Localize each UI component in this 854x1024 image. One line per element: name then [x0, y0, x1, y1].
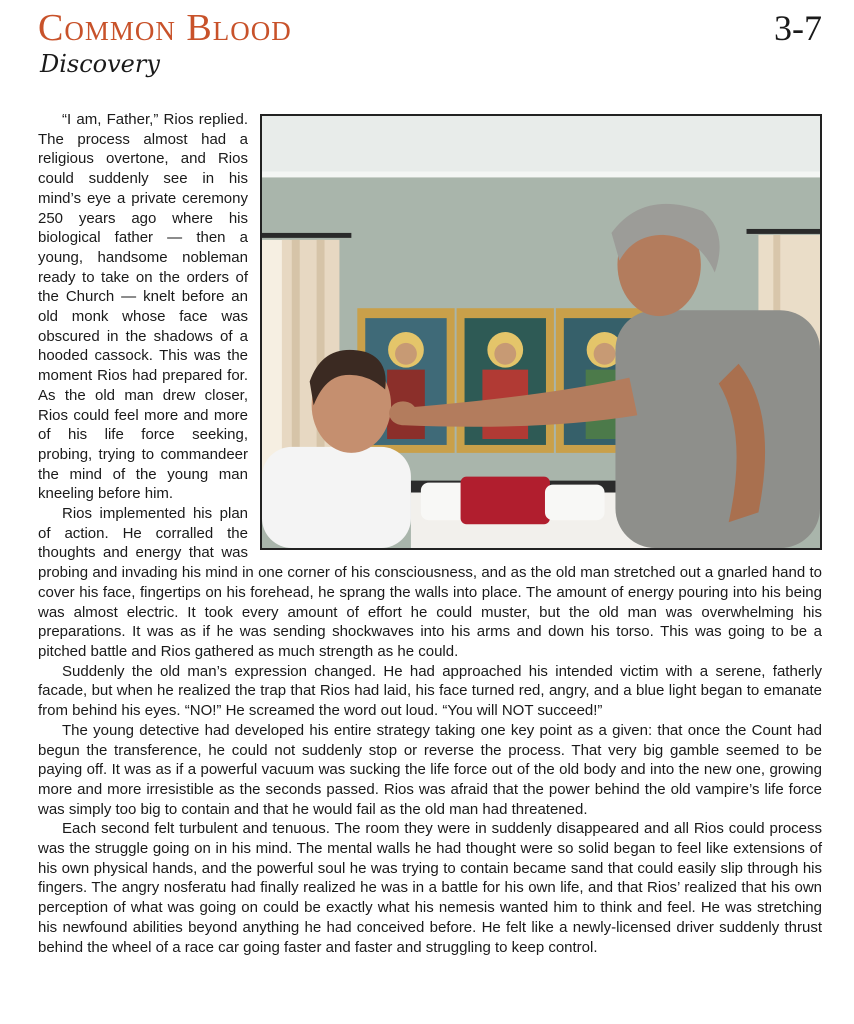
paragraph: Rios implemented his plan of action. He corralled the thoughts and energy that was probing and invading his mind in one corner of his consciousness, and as the old man stretched out a gnarled hand to cover his face, fingertips on his forehead, he sprang the walls into place. The amount of energy pouring into his being was almost electric. It took every amount of effort he could muster, but the old man was overwhelming his preparations. It was as if he was sending shockwaves into his arms and down his torso. This was going to be a pitched battle and Rios gathered as much strength as he could.: [38, 505, 822, 660]
paragraph: The young detective had developed his entire strategy taking one key point as a given: that once the Count had begun the transference, he could not suddenly stop or reverse the process. That very big gamble seemed to be paying off. It was as if a powerful vacuum was sucking the life force out of the old body and into the new one, growing more and more irresistible as the seconds passed. Rios was afraid that the power behind the old vampire’s life force was simply too big to contain and that he would fail as the old man had threatened.: [38, 721, 822, 818]
chapter-subtitle: Discovery: [40, 50, 160, 78]
paragraph: Each second felt turbulent and tenuous. The room they were in suddenly disappeared and all Rios could process was the struggle going on in his mind. The mental walls he had thought were so solid began to feel like extensions of his own physical hands, and the powerful soul he was trying to contain became sand that could easily slip through his fingers. The angry nosferatu had finally realized he was in a battle for his own life, and that Rios’ realized that his own perception of what was going on could be exactly what his nemesis wanted him to think and feel. He was stretching his newfound abilities beyond anything he had conceived before. He felt like a newly-licensed driver suddenly thrust behind the wheel of a race car going faster and faster and struggling to keep control.: [38, 820, 822, 956]
paragraph: “I am, Father,” Rios replied. The process almost had a religious overtone, and Rios could suddenly see in his mind’s eye a private ceremony 250 years ago where his biological father — then a young, handsome nobleman ready to take on the orders of the Church — knelt before an old monk whose face was obscured in the shadows of a hooded cassock. This was the moment Rios had prepared for. As the old man drew closer, Rios could feel more and more of his life force seeking, probing, trying to commandeer the mind of the young man kneeling before him.: [38, 111, 248, 503]
paragraph: Suddenly the old man’s expression changed. He had approached his intended victim with a serene, fatherly facade, but when he realized the trap that Rios had laid, his face turned red, angry, and a blue light began to emanate from behind his eyes. “NO!” He screamed the word out loud. “You will NOT succeed!”: [38, 662, 822, 720]
page-number: 3-7: [774, 8, 822, 48]
body-text: [38, 110, 822, 957]
chapter-title: Common Blood: [38, 7, 292, 49]
illustration-image: [260, 114, 822, 550]
